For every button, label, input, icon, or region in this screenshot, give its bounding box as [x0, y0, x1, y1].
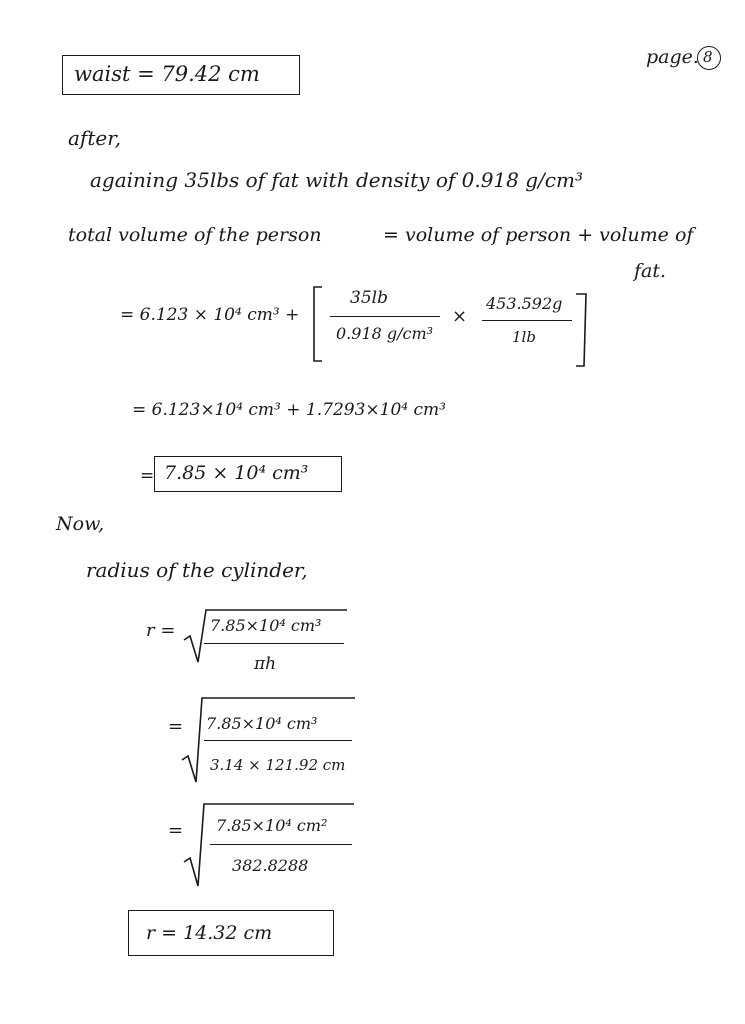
eq1-frac2-denominator: 1lb — [512, 328, 536, 346]
total-volume-lhs: total volume of the person — [68, 224, 322, 246]
sqrt1-bar — [204, 643, 344, 644]
page-label: page. — [646, 46, 699, 68]
sqrt2-numerator: 7.85×10⁴ cm³ — [206, 714, 318, 733]
now-label: Now, — [56, 513, 105, 535]
step3-equals: = — [168, 820, 184, 841]
fat-word: fat. — [634, 260, 667, 282]
sqrt-sign-3 — [182, 800, 362, 890]
eq1-fraction-2 — [482, 296, 582, 356]
eq1-times-sign: × — [452, 306, 468, 327]
sqrt3-numerator: 7.85×10⁴ cm² — [216, 816, 328, 835]
eq1-lead: = 6.123 × 10⁴ cm³ + — [120, 305, 300, 325]
sqrt2-denominator: 3.14 × 121.92 cm — [210, 756, 346, 774]
radius-heading: radius of the cylinder, — [86, 558, 308, 582]
sqrt1-denominator: πh — [254, 654, 277, 674]
eq3-equals: = — [140, 466, 155, 486]
page-number: 8 — [703, 48, 713, 66]
gaining-statement: againing 35lbs of fat with density of 0.918 g/cm³ — [90, 168, 583, 192]
eq3-result: 7.85 × 10⁴ cm³ — [164, 462, 309, 484]
waist-value: waist = 79.42 cm — [74, 62, 260, 86]
total-volume-rhs: = volume of person + volume of — [383, 224, 694, 246]
eq1-frac1-bar — [330, 316, 440, 317]
final-radius-result: r = 14.32 cm — [146, 922, 273, 944]
eq1-frac2-bar — [482, 320, 572, 321]
eq2-sum: = 6.123×10⁴ cm³ + 1.7293×10⁴ cm³ — [132, 400, 446, 420]
eq1-frac1-numerator: 35lb — [350, 288, 388, 308]
eq1-left-bracket — [310, 285, 324, 365]
sqrt3-bar — [210, 844, 352, 845]
sqrt3-denominator: 382.8288 — [232, 856, 309, 875]
eq1-frac2-numerator: 453.592g — [486, 294, 563, 313]
sqrt1-numerator: 7.85×10⁴ cm³ — [210, 616, 322, 635]
step2-equals: = — [168, 716, 184, 737]
sqrt2-bar — [204, 740, 352, 741]
eq1-fraction-1 — [330, 290, 450, 360]
after-label: after, — [68, 126, 121, 150]
eq1-right-bracket — [572, 292, 590, 372]
radius-r-equals: r = — [146, 620, 176, 641]
eq1-frac1-denominator: 0.918 g/cm³ — [336, 324, 434, 343]
